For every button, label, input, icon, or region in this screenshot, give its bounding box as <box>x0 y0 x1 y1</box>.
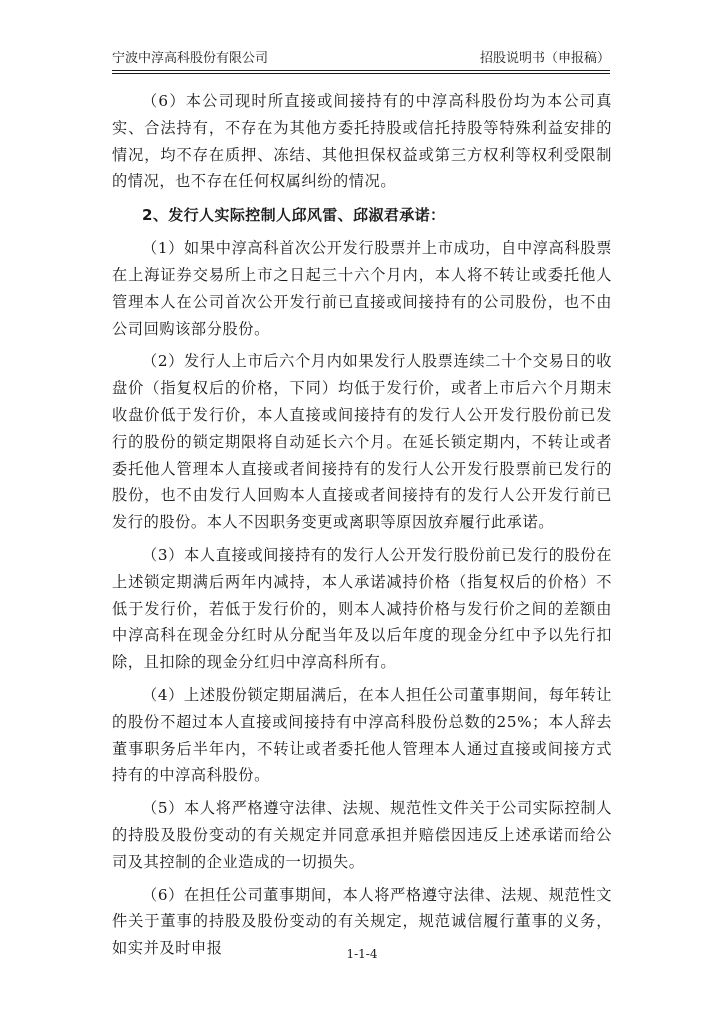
paragraph-company-shares-ownership: （6）本公司现时所直接或间接持有的中淳高科股份均为本公司真实、合法持有，不存在为其他方委托持股或信托持股等特殊利益安排的情况，均不存在质押、冻结、其他担保权益或第三方权利等权利受限制的情况，也不存在任何权属纠纷的情况。 <box>112 92 612 191</box>
page-header <box>112 48 610 71</box>
header-company-name: 宁波中淳高科股份有限公司 <box>112 51 269 66</box>
page-footer <box>0 946 724 962</box>
paragraph-commitment-1: （1）如果中淳高科首次公开发行股票并上市成功，自中淳高科股票在上海证券交易所上市之日起三十六个月内，本人将不转让或委托他人管理本人在公司首次公开发行前已直接或间接持有的公司股份，也不由公司回购该部分股份。 <box>112 239 612 338</box>
paragraph-commitment-3: （3）本人直接或间接持有的发行人公开发行股份前已发行的股份在上述锁定期满后两年内减持，本人承诺减持价格（指复权后的价格）不低于发行价，若低于发行价的，则本人减持价格与发行价之间的差额由中淳高科在现金分红时从分配当年及以后年度的现金分红中予以先行扣除，且扣除的现金分红归中淳高科所有。 <box>112 545 612 672</box>
paragraph-commitment-4: （4）上述股份锁定期届满后，在本人担任公司董事期间，每年转让的股份不超过本人直接或间接持有中淳高科股份总数的25%；本人辞去董事职务后半年内，不转让或者委托他人管理本人通过直接或间接方式持有的中淳高科股份。 <box>112 685 612 785</box>
paragraph-commitment-6: （6）在担任公司董事期间，本人将严格遵守法律、法规、规范性文件关于董事的持股及股份变动的有关规定，规范诚信履行董事的义务，如实并及时申报 <box>112 885 612 958</box>
header-document-title: 招股说明书（申报稿） <box>479 51 610 66</box>
page-number: 1-1-4 <box>346 947 378 961</box>
header-rule <box>112 73 610 74</box>
paragraph-commitment-5: （5）本人将严格遵守法律、法规、规范性文件关于公司实际控制人的持股及股份变动的有关规定并同意承担并赔偿因违反上述承诺而给公司及其控制的企业造成的一切损失。 <box>112 799 612 871</box>
document-body <box>112 88 612 962</box>
paragraph-commitment-2: （2）发行人上市后六个月内如果发行人股票连续二十个交易日的收盘价（指复权后的价格，下同）均低于发行价，或者上市后六个月期末收盘价低于发行价，本人直接或间接持有的发行人公开发行股份前已发行的股份的锁定期限将自动延长六个月。在延长锁定期内，不转让或者委托他人管理本人直接或者间接持有的发行人公开发行股票前已发行的股份，也不由发行人回购本人直接或者间接持有的发行人公开发行前已发行的股份。本人不因职务变更或离职等原因放弃履行此承诺。 <box>112 352 612 532</box>
section-heading-controller-commitment: 2、发行人实际控制人邱风雷、邱淑君承诺： <box>142 206 446 225</box>
